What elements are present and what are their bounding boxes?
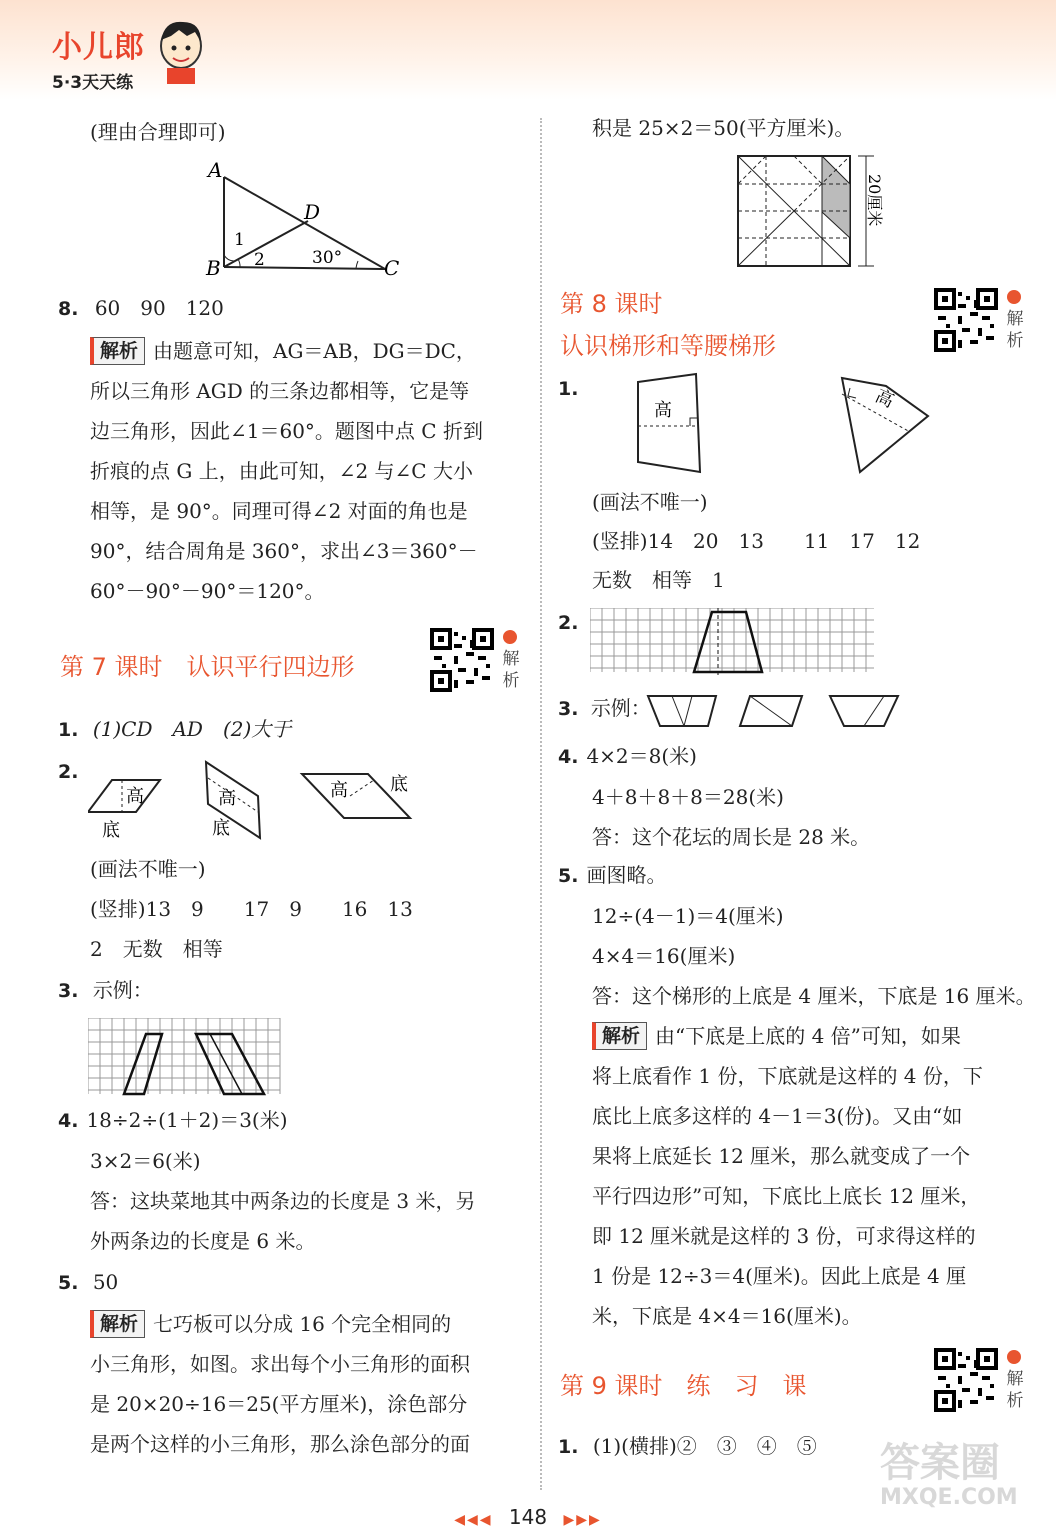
page-footer [0,1505,1056,1529]
s7q1-row [58,709,291,750]
q8-row [58,288,224,329]
q8-line: 相等，是 90°。同理可得∠2 对面的角也是 [90,499,468,523]
angle-30: 30° [312,248,343,268]
svg-text:高: 高 [218,788,236,809]
play-icon [503,630,517,644]
fig-gao: 高 [126,786,144,807]
qr-code-icon[interactable] [430,628,494,692]
label-A: A [208,158,223,182]
qr-code-icon[interactable] [934,1348,998,1412]
s7q2-number: 2. [58,761,79,783]
trapezoid-heights-figure [630,372,950,476]
next-arrows-icon: ▶▶▶ [563,1512,602,1528]
parallelogram-heights-figure [88,760,418,840]
s9q1-row: 1. (1)(横排)② ③ ④ ⑤ [558,1434,817,1458]
angle-2: 2 [254,250,265,270]
series-name: 5·3天天练 [52,73,134,93]
grid-parallelogram-figure [88,1018,282,1096]
jiexi-badge: 解析 [90,1310,145,1338]
svg-text:高: 高 [330,780,348,801]
label-B: B [206,256,221,280]
s7q1-answer: (1)CD AD (2)大于 [92,717,292,741]
label-D: D [304,200,321,224]
s8q4-block: 4. 4×2＝8(米) 4＋8＋8＋8＝28(米) 答：这个花坛的周长是 28 米。 [558,744,871,849]
svg-text:底: 底 [212,818,230,839]
s7q4-block: 4. 18÷2÷(1＋2)＝3(米) 3×2＝6(米) 答：这块菜地其中两条边的长度是 3 米，另 外两条边的长度是 6 米。 [58,1108,476,1253]
svg-text:底: 底 [390,774,408,795]
qr-label: 解析 [1006,1369,1024,1411]
label-C: C [384,256,400,280]
qr-label: 解析 [1006,309,1024,351]
page-number: 148 [508,1505,548,1529]
qr-code-icon[interactable] [934,288,998,352]
triangle-figure [200,155,410,285]
trapezoid-division-figure [646,692,906,732]
s7q3-answer: 示例： [92,978,153,1002]
tangram-dimension: 20厘米 [865,174,884,227]
reason-note: (理由合理即可) [90,120,226,144]
q8-number: 8. [58,298,79,320]
s8q2-number: 2. [558,612,579,634]
angle-1: 1 [234,230,245,250]
s7q5-row: 5. 50 [58,1270,119,1294]
fig-gao: 高 [654,400,672,421]
brand-name: 小儿郎 [52,30,145,65]
q8-line: 由题意可知，AG＝AB，DG＝DC， [153,339,476,363]
section-9-title: 第 9 课时 练 习 课 [560,1372,807,1400]
s8q5-block: 5. 画图略。 12÷(4－1)＝4(厘米) 4×4＝16(厘米) 答：这个梯形的上底是 4 厘米，下底是 16 厘米。 [558,863,1036,1008]
s7q2-line2: 2 无数 相等 [90,937,223,961]
s8q5-explanation: 解析 由“下底是上底的 4 倍”可知，如果 将上底看作 1 份，下底就是这样的 4 份，下 底比上底多这样的 4－1＝3(份)。又由“如 果将上底延长 12 厘米，那么就变成了一个 平行四边形”可知，下底比上底长 12 厘米， 即 12 厘米就是这样的 3 份，可求得这样的 1 份是 12÷3＝4(厘米)。因此上底是 4 厘 米，下底是 4×4＝16(厘米)。 [592,1024,983,1328]
section-8-title: 第 8 课时 [560,290,663,318]
q8-line: 所以三角形 AGD 的三条边都相等，它是等 [90,379,470,403]
svg-text:高: 高 [871,385,898,413]
tangram-figure [736,152,886,270]
qr-label: 解析 [502,649,520,691]
jiexi-badge: 解析 [592,1022,647,1050]
prev-arrows-icon: ◀◀◀ [454,1512,493,1528]
s8q1-number: 1. [558,378,579,400]
watermark: 答案圈 MXQE.COM [880,1440,1018,1510]
section-7-title: 第 7 课时 认识平行四边形 [60,653,355,681]
q8-line: 90°，结合周角是 360°，求出∠3＝360°－ [90,539,478,563]
play-icon [1007,1350,1021,1364]
brand-logo [52,22,145,93]
jiexi-badge: 解析 [90,337,145,365]
q8-line: 边三角形，因此∠1＝60°。题图中点 C 折到 [90,419,483,443]
s7q3-row: 3. 示例： [58,978,153,1002]
q8-answer: 60 90 120 [94,296,224,320]
section-8-subtitle: 认识梯形和等腰梯形 [560,332,776,360]
s8q1-line2: 无数 相等 1 [592,568,725,592]
s7q2-line1: (竖排)13 9 17 9 16 13 [90,897,413,921]
play-icon [1007,290,1021,304]
s7q2-note: (画法不唯一) [90,857,206,881]
s7q1-number: 1. [58,719,79,741]
s8q3-row: 3. 示例： [558,696,651,720]
s8q1-line1: (竖排)14 20 13 11 17 12 [592,529,921,553]
s7q5-explanation: 解析 七巧板可以分成 16 个完全相同的 小三角形，如图。求出每个小三角形的面积 是 20×20÷16＝25(平方厘米)，涂色部分 是两个这样的小三角形，那么涂色部分的面 [90,1312,470,1456]
column-divider [540,118,542,1490]
grid-trapezoid-figure [590,608,876,676]
q8-explanation [90,331,483,611]
area-line: 积是 25×2＝50(平方厘米)。 [592,116,855,140]
q8-line: 折痕的点 G 上，由此可知，∠2 与∠C 大小 [90,459,473,483]
fig-di: 底 [102,820,120,840]
s8q1-note: (画法不唯一) [592,490,708,514]
q8-line: 60°－90°－90°＝120°。 [90,579,325,603]
mascot-icon [155,16,207,86]
